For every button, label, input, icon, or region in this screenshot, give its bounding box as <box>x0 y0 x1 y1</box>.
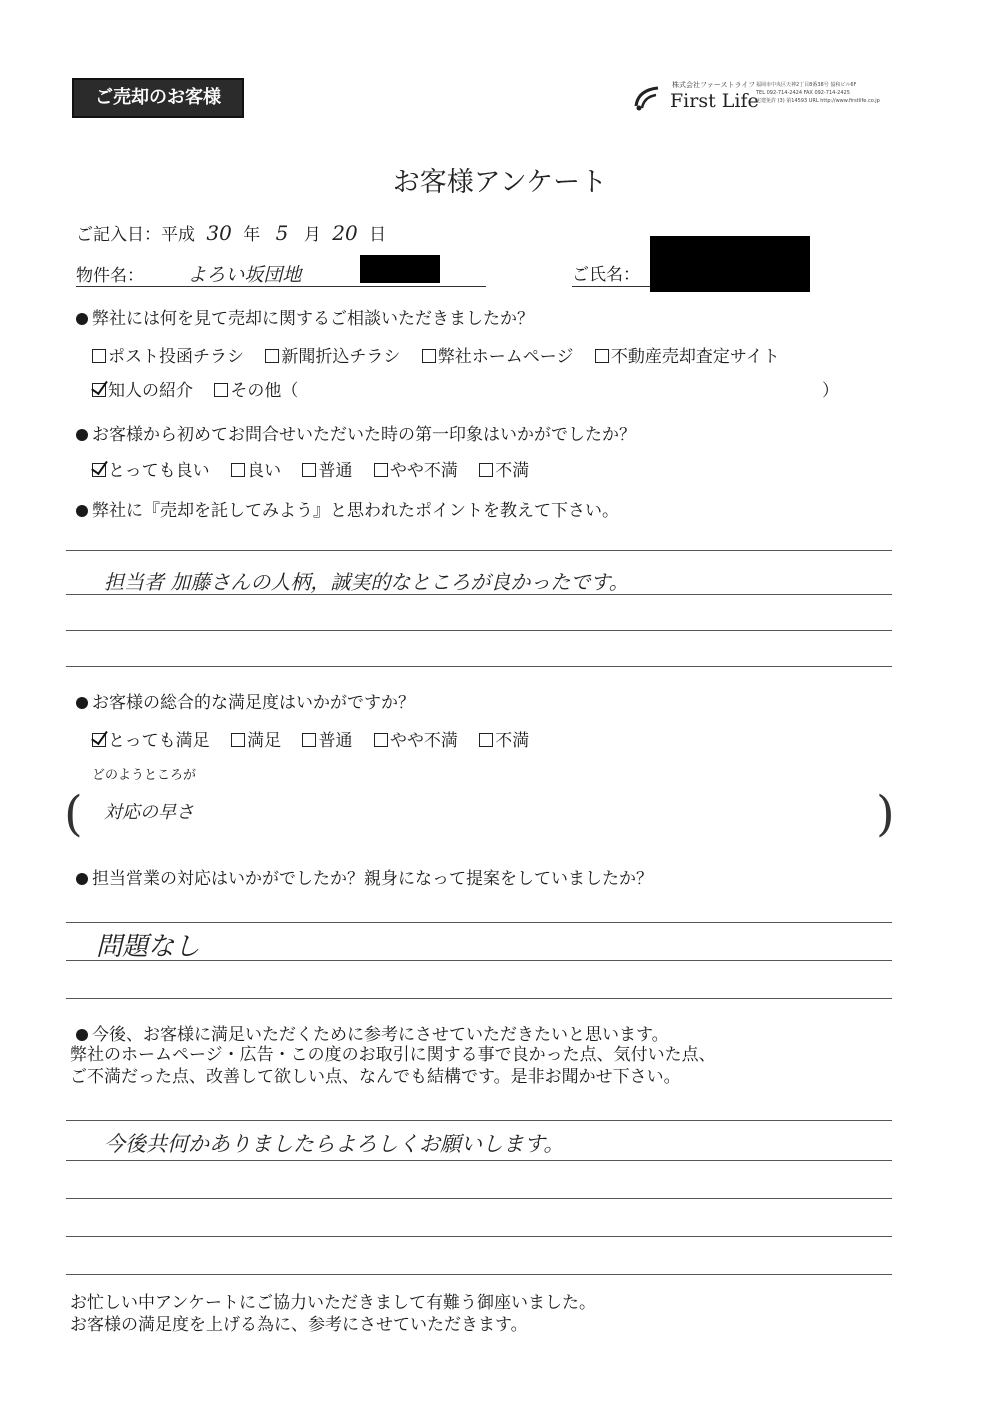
checkbox[interactable] <box>214 383 228 397</box>
footer-note: お客様の満足度を上げる為に、参考にさせていただきます。 <box>70 1315 528 1335</box>
checkbox[interactable] <box>479 733 493 747</box>
question-text: お客様から初めてお問合せいただいた時の第一印象はいかがでしたか？ <box>92 425 636 445</box>
checkbox-checked[interactable] <box>92 383 106 397</box>
question-text: 担当営業の対応はいかがでしたか？親身になって提案をしていましたか？ <box>92 869 653 889</box>
close-bracket: ) <box>876 786 895 842</box>
question-text: 弊社に『売却を託してみよう』と思われたポイントを教えて下さい。 <box>92 501 619 521</box>
open-bracket: ( <box>64 786 83 842</box>
entry-date-month: 5 <box>275 221 289 245</box>
option-label: やや不満 <box>389 731 458 751</box>
company-logo-icon <box>632 84 664 112</box>
question-text: 今後、お客様に満足いただくために参考にさせていただきたいと思います。 <box>92 1025 669 1045</box>
redacted-block <box>360 255 440 283</box>
option-label: 良い <box>247 461 282 481</box>
option-homepage[interactable] <box>422 342 574 367</box>
option-very-satisfied[interactable] <box>92 726 210 751</box>
checkbox[interactable] <box>231 733 245 747</box>
checkbox[interactable] <box>92 349 106 363</box>
company-info-line: 福岡市中央区天神2丁目8番38号 協和ビル6F <box>756 82 857 88</box>
entry-date-day: 20 <box>332 221 358 245</box>
option-label: その他（ <box>230 381 299 401</box>
option-label: 満足 <box>247 731 282 751</box>
entry-date-day-suffix: 日 <box>369 225 387 245</box>
question-reason <box>76 496 619 521</box>
option-label: ポスト投函チラシ <box>108 347 244 367</box>
option-somewhat-dissatisfied[interactable] <box>374 726 458 751</box>
option-label: やや不満 <box>389 461 458 481</box>
checkbox[interactable] <box>479 463 493 477</box>
sales-rep-answer: 問題なし <box>96 932 201 962</box>
option-dissatisfied[interactable] <box>479 726 529 751</box>
answer-line <box>66 1274 892 1275</box>
answer-line <box>66 1236 892 1237</box>
company-logo <box>632 78 902 118</box>
option-label: とっても満足 <box>108 731 210 751</box>
option-dissatisfied[interactable] <box>479 456 529 481</box>
bullet-icon <box>76 873 88 885</box>
checkbox[interactable] <box>265 349 279 363</box>
entry-date-month-suffix: 月 <box>303 225 321 245</box>
option-average[interactable] <box>302 726 352 751</box>
entry-date-label: ご記入日：平成 <box>76 225 195 245</box>
source-options-row-2 <box>92 376 314 401</box>
question-feedback-line: 弊社のホームページ・広告・この度のお取引に関する事で良かった点、気付いた点、 <box>70 1045 716 1065</box>
question-sales-rep <box>76 864 653 889</box>
question-feedback <box>76 1020 669 1045</box>
question-source <box>76 304 534 329</box>
checkbox[interactable] <box>302 733 316 747</box>
question-satisfaction <box>76 688 415 713</box>
satisfaction-sub-label: どのようところが <box>92 768 197 783</box>
bullet-icon <box>76 313 88 325</box>
option-very-good[interactable] <box>92 456 210 481</box>
feedback-answer: 今後共何かありましたらよろしくお願いします。 <box>104 1132 565 1156</box>
answer-line <box>66 666 892 667</box>
answer-line <box>66 1198 892 1199</box>
option-assessment-site[interactable] <box>595 342 780 367</box>
checkbox[interactable] <box>302 463 316 477</box>
entry-date-year-suffix: 年 <box>243 225 261 245</box>
footer-thanks: お忙しい中アンケートにご協力いただきまして有難う御座いました。 <box>70 1293 596 1313</box>
question-text: お客様の総合的な満足度はいかがですか？ <box>92 693 415 713</box>
answer-line <box>66 1160 892 1161</box>
checkbox-checked[interactable] <box>92 463 106 477</box>
option-label: 知人の紹介 <box>108 381 193 401</box>
option-referral[interactable] <box>92 376 193 401</box>
property-label: 物件名： <box>76 266 144 286</box>
checkbox[interactable] <box>231 463 245 477</box>
option-label: 普通 <box>318 731 353 751</box>
option-average[interactable] <box>302 456 352 481</box>
option-label: 新聞折込チラシ <box>281 347 401 367</box>
customer-type-badge: ご売却のお客様 <box>72 78 244 118</box>
question-first-impression <box>76 420 636 445</box>
option-label: 普通 <box>318 461 353 481</box>
company-name: First Life <box>670 90 759 112</box>
customer-name-label: ご氏名： <box>572 265 640 285</box>
source-options-row-1 <box>92 342 796 367</box>
bullet-icon <box>76 505 88 517</box>
entry-date-year: 30 <box>206 221 232 245</box>
satisfaction-answer: 対応の早さ <box>104 802 194 823</box>
company-info-line: TEL 092-714-2424 FAX 092-714-2425 <box>756 90 850 96</box>
question-feedback-line: ご不満だった点、改善して欲しい点、なんでも結構です。是非お聞かせ下さい。 <box>70 1067 681 1087</box>
redacted-block <box>650 236 810 292</box>
checkbox[interactable] <box>595 349 609 363</box>
entry-date <box>76 220 386 245</box>
answer-line <box>66 922 892 923</box>
bullet-icon <box>76 1029 88 1041</box>
option-other[interactable] <box>214 376 298 401</box>
question-text: 弊社には何を見て売却に関するご相談いただきましたか？ <box>92 309 534 329</box>
option-good[interactable] <box>231 456 281 481</box>
option-label: 不動産売却査定サイト <box>610 347 780 367</box>
checkbox[interactable] <box>422 349 436 363</box>
page-title: お客様アンケート <box>392 167 608 198</box>
answer-line <box>66 1120 892 1121</box>
bullet-icon <box>76 697 88 709</box>
impression-options <box>92 456 545 481</box>
reason-answer: 担当者 加藤さんの人柄，誠実的なところが良かったです。 <box>104 570 629 594</box>
checkbox[interactable] <box>374 733 388 747</box>
bullet-icon <box>76 429 88 441</box>
checkbox-checked[interactable] <box>92 733 106 747</box>
checkbox[interactable] <box>374 463 388 477</box>
option-label: とっても良い <box>108 461 210 481</box>
answer-line <box>66 630 892 631</box>
option-somewhat-dissatisfied[interactable] <box>374 456 458 481</box>
close-paren: ） <box>822 381 839 401</box>
option-satisfied[interactable] <box>231 726 281 751</box>
option-label: 弊社ホームページ <box>437 347 574 367</box>
answer-line <box>66 960 892 961</box>
option-label: 不満 <box>495 731 530 751</box>
answer-line <box>66 998 892 999</box>
answer-line <box>66 550 892 551</box>
option-label: 不満 <box>495 461 530 481</box>
satisfaction-options <box>92 726 545 751</box>
option-poster-flyer[interactable] <box>92 342 244 367</box>
company-info <box>756 81 880 105</box>
answer-line <box>66 594 892 595</box>
company-info-line: 宅建免許 (3) 第14593 URL http://www.firstlife.co.jp <box>756 98 880 104</box>
company-kana: 株式会社ファーストライフ <box>672 81 756 89</box>
option-newspaper-insert[interactable] <box>265 342 400 367</box>
property-value: よろい坂団地 <box>187 264 302 286</box>
